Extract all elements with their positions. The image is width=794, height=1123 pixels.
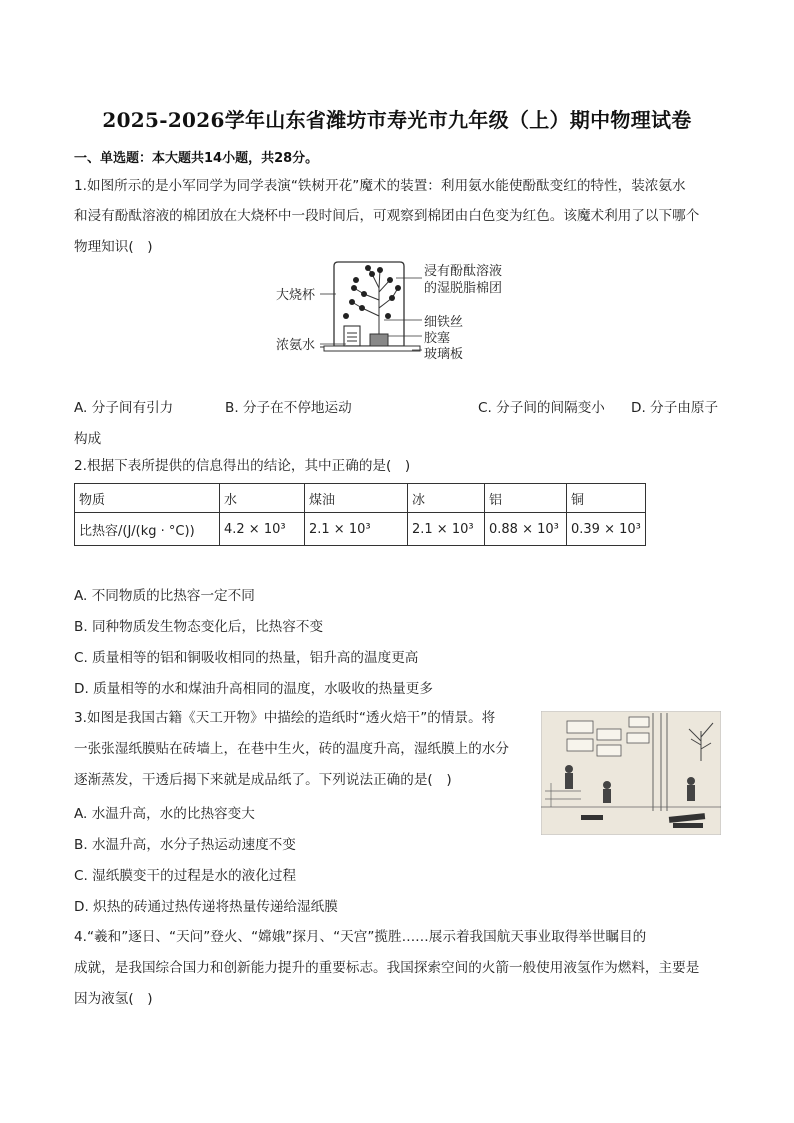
table-cell: 0.88 × 10³ [485, 513, 567, 546]
table-row-label: 比热容/(J/(kg · °C)) [75, 513, 220, 546]
q1-stem-line3: 物理知识( ) [74, 239, 153, 255]
q1-option-b[interactable]: B. 分子在不停地运动 [225, 400, 352, 416]
q1-stem-line2: 和浸有酚酞溶液的棉团放在大烧杯中一段时间后，可观察到棉团由白色变为红色。该魔术利用了以下哪个 [74, 208, 700, 224]
table-header-cell: 煤油 [305, 484, 408, 513]
page-title: 2025-2026学年山东省潍坊市寿光市九年级（上）期中物理试卷 [102, 108, 692, 132]
specific-heat-table [74, 483, 646, 546]
q4-stem-line2: 成就，是我国综合国力和创新能力提升的重要标志。我国探索空间的火箭一般使用液氢作为燃料，主要是 [74, 960, 700, 976]
q3-option-b[interactable]: B. 水温升高，水分子热运动速度不变 [74, 837, 296, 853]
label-stopper: 胶塞 [424, 331, 451, 346]
table-header-row [75, 484, 646, 513]
papermaking-illustration [541, 711, 721, 835]
q2-option-b[interactable]: B. 同种物质发生物态变化后，比热容不变 [74, 619, 324, 635]
table-cell: 4.2 × 10³ [220, 513, 305, 546]
section-heading: 一、单选题：本大题共14小题，共28分。 [74, 151, 319, 166]
table-row [75, 513, 646, 546]
table-header-cell: 物质 [75, 484, 220, 513]
label-cotton-2: 的湿脱脂棉团 [424, 281, 503, 296]
table-cell: 2.1 × 10³ [305, 513, 408, 546]
q3-option-d[interactable]: D. 炽热的砖通过热传递将热量传递给湿纸膜 [74, 899, 338, 915]
q3-option-c[interactable]: C. 湿纸膜变干的过程是水的液化过程 [74, 868, 297, 884]
q1-option-c[interactable]: C. 分子间的间隔变小 [478, 400, 605, 416]
table-cell: 2.1 × 10³ [408, 513, 485, 546]
q3-stem-line2: 一张张湿纸膜贴在砖墙上，在巷中生火，砖的温度升高，湿纸膜上的水分 [74, 741, 509, 757]
label-big-beaker: 大烧杯 [276, 288, 316, 303]
q1-option-d[interactable]: D. 分子由原子 [631, 400, 719, 416]
q4-stem-line3: 因为液氢( ) [74, 991, 153, 1007]
q2-option-a[interactable]: A. 不同物质的比热容一定不同 [74, 588, 255, 604]
label-glass-plate: 玻璃板 [424, 347, 464, 362]
label-cotton-1: 浸有酚酞溶液 [424, 264, 503, 279]
q3-option-a[interactable]: A. 水温升高，水的比热容变大 [74, 806, 255, 822]
q2-option-c[interactable]: C. 质量相等的铝和铜吸收相同的热量，铝升高的温度更高 [74, 650, 419, 666]
q1-stem-line1: 1.如图所示的是小军同学为同学表演“铁树开花”魔术的装置：利用氨水能使酚酞变红的特性，装浓氨水 [74, 178, 686, 194]
label-wire: 细铁丝 [424, 315, 464, 330]
table-header-cell: 铜 [567, 484, 646, 513]
label-ammonia: 浓氨水 [276, 338, 316, 353]
table-cell: 0.39 × 10³ [567, 513, 646, 546]
q1-option-a[interactable]: A. 分子间有引力 [74, 400, 174, 416]
q3-stem-line1: 3.如图是我国古籍《天工开物》中描绘的造纸时“透火焙干”的情景。将 [74, 710, 496, 726]
q3-stem-line3: 逐渐蒸发，干透后揭下来就是成品纸了。下列说法正确的是( ) [74, 772, 452, 788]
table-header-cell: 冰 [408, 484, 485, 513]
q1-option-d-continued: 构成 [74, 431, 102, 447]
q2-option-d[interactable]: D. 质量相等的水和煤油升高相同的温度，水吸收的热量更多 [74, 681, 433, 697]
table-header-cell: 铝 [485, 484, 567, 513]
q2-stem: 2.根据下表所提供的信息得出的结论，其中正确的是( ) [74, 458, 411, 474]
table-header-cell: 水 [220, 484, 305, 513]
q1-apparatus-figure [272, 258, 504, 364]
q4-stem-line1: 4.“羲和”逐日、“天问”登火、“嫦娥”探月、“天宫”揽胜……展示着我国航天事业取得举世瞩目的 [74, 929, 647, 945]
